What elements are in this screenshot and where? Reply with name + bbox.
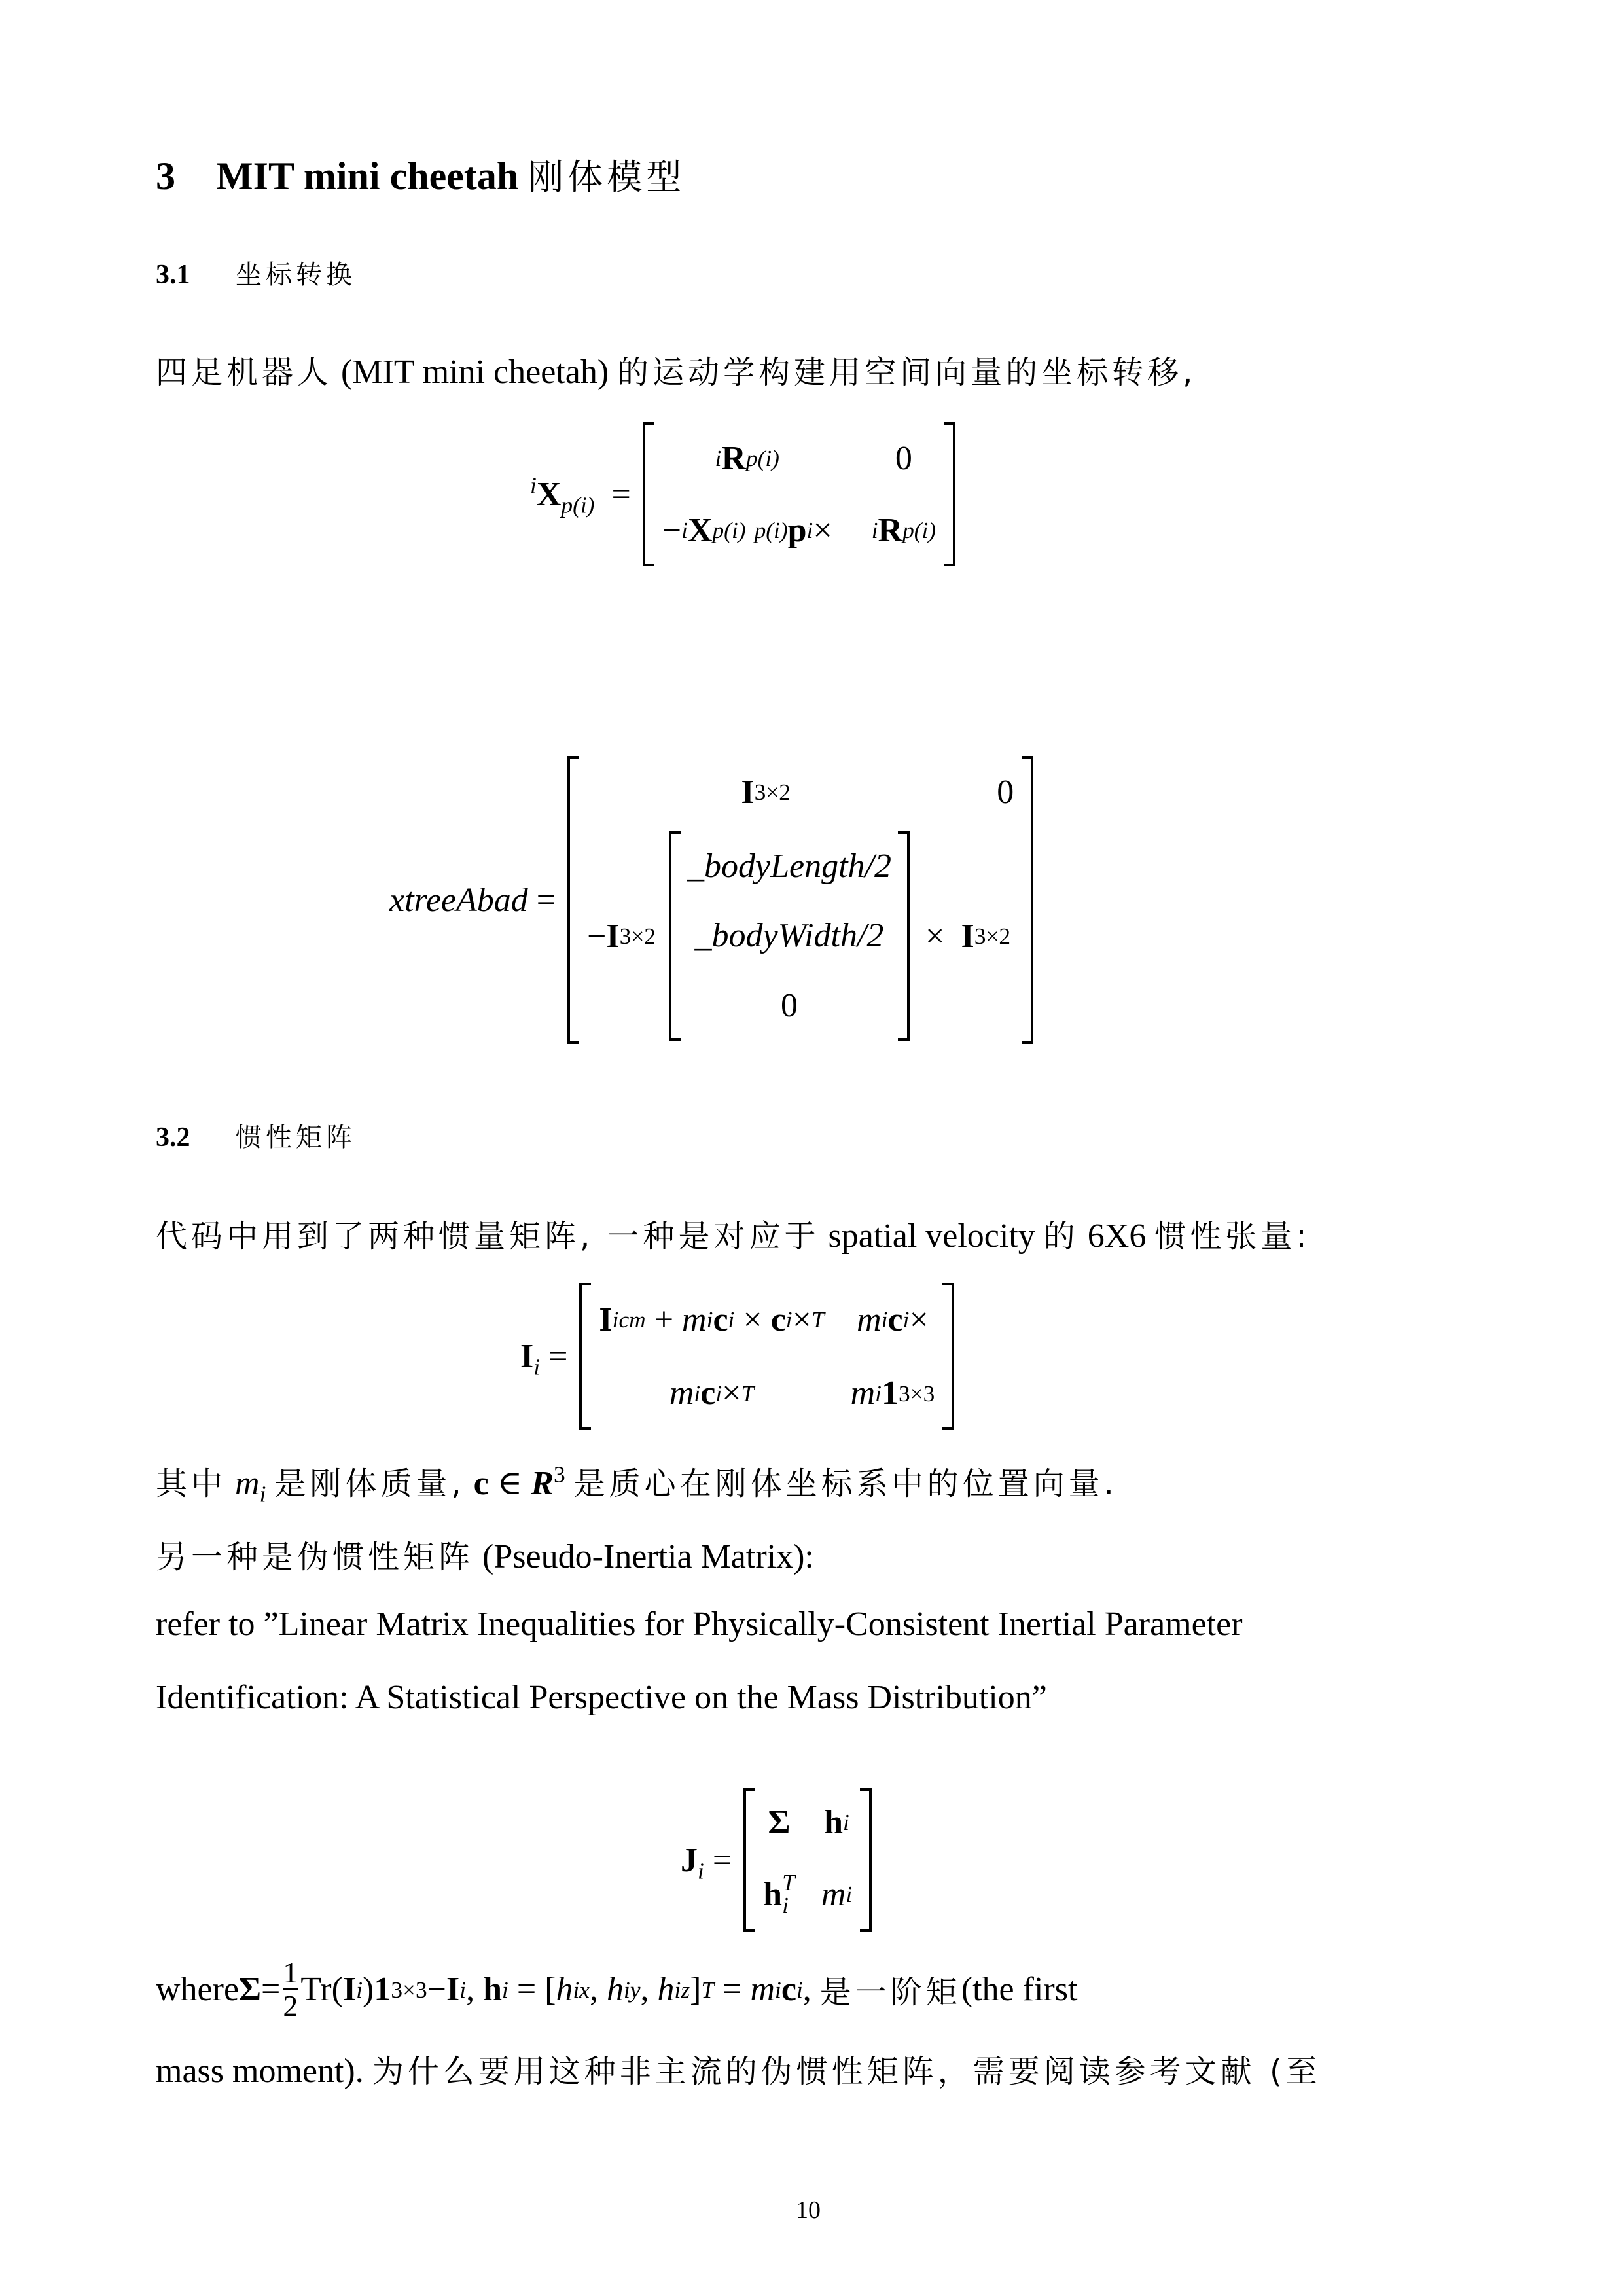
- vector-entry: _bodyWidth/2: [694, 917, 884, 955]
- subsection-title: 惯性矩阵: [236, 1122, 356, 1153]
- matrix-body: [579, 756, 1022, 1044]
- matrix-outer: [567, 756, 1033, 1044]
- matrix-cell: i R p(i): [871, 511, 936, 549]
- equation-pseudo-inertia: [681, 1788, 872, 1932]
- subsection-heading-3-1: [156, 254, 356, 291]
- matrix-cell: 0: [997, 773, 1014, 811]
- paragraph-sigma-definition: where Σ = $\frac{1}{2}$ Tr( I i ) 1 3×3 − I i , h i = [ h ix , h iy , h iz ] T = m i c i , 是一阶矩 (the first: [156, 1956, 1078, 2023]
- left-bracket: [669, 831, 681, 1041]
- left-bracket: [567, 756, 579, 1044]
- matrix-cell: − I 3×2: [587, 917, 656, 955]
- left-bracket: [579, 1283, 591, 1430]
- subsection-number: 3.1: [156, 260, 190, 290]
- inner-vector: [669, 831, 910, 1041]
- section-title-latin: MIT mini cheetah: [216, 154, 519, 198]
- matrix-2x2: [743, 1788, 872, 1932]
- right-bracket: [860, 1788, 872, 1932]
- subsection-number: 3.2: [156, 1122, 190, 1153]
- paragraph-mass-definition: 其中 $m_i$ 是刚体质量, c ∈ $R^3$ 是质心在刚体坐标系中的位置向量.: [156, 1461, 1118, 1507]
- right-bracket: [898, 831, 910, 1041]
- matrix-cell: i R p(i): [715, 439, 779, 477]
- subsection-title: 坐标转换: [236, 260, 356, 290]
- equation-lhs: $I_i$ =: [520, 1338, 568, 1380]
- equation-spatial-transform: [530, 422, 955, 566]
- matrix-body: [755, 1788, 860, 1932]
- right-bracket: [1022, 756, 1033, 1044]
- matrix-cell: Σ: [768, 1803, 791, 1841]
- section-heading: [156, 149, 685, 200]
- matrix-cell: 0: [895, 439, 912, 477]
- paragraph-pseudo-inertia: 另一种是伪惯性矩阵 (Pseudo-Inertia Matrix):: [156, 1538, 814, 1575]
- text-latin: (MIT mini cheetah): [332, 353, 618, 391]
- matrix-cell-vector-cross: [669, 828, 944, 1044]
- paragraph-sigma-continued: mass moment). 为什么要用这种非主流的伪惯性矩阵，需要阅读参考文献 (至: [156, 2053, 1321, 2090]
- matrix-2x2: [643, 422, 955, 566]
- left-bracket: [743, 1788, 755, 1932]
- equation-lhs: $^iX_{p(i)}$ =: [530, 472, 631, 518]
- matrix-cell: m i: [821, 1875, 853, 1913]
- matrix-2x2: [579, 1283, 954, 1430]
- subscript: p(i): [561, 491, 595, 518]
- cross-symbol: ×: [925, 917, 945, 955]
- equation-xtree-abad: [389, 756, 1033, 1044]
- right-bracket: [944, 422, 955, 566]
- matrix-cell: m i c i × T: [669, 1374, 755, 1412]
- reference-line-2: Identification: A Statistical Perspective on the Mass Distribution”: [156, 1679, 1047, 1716]
- matrix-cell: I 3×2: [961, 917, 1011, 955]
- paragraph-inertia-types: 代码中用到了两种惯量矩阵, 一种是对应于 spatial velocity 的 6X6 惯性张量:: [156, 1217, 1311, 1255]
- vector-body: [681, 831, 898, 1041]
- equation-lhs: $J_i$ =: [681, 1841, 732, 1884]
- page-number: 10: [796, 2197, 821, 2224]
- paragraph-kinematics: [156, 347, 1196, 392]
- matrix-cell: h i: [824, 1803, 849, 1841]
- pre-superscript: i: [530, 472, 537, 499]
- left-bracket: [643, 422, 654, 566]
- equation-lhs: xtreeAbad =: [389, 881, 556, 919]
- matrix-cell: m i 1 3×3: [850, 1374, 935, 1412]
- matrix-cell: − i X p(i) p(i) p i ×: [662, 511, 832, 549]
- text-cjk: 的运动学构建用空间向量的坐标转移,: [617, 354, 1197, 391]
- matrix-cell: h T i: [763, 1869, 795, 1919]
- matrix-cell: I 3×2: [741, 773, 791, 811]
- reference-line-1: refer to ”Linear Matrix Inequalities for Physically-Consistent Inertial Parameter: [156, 1605, 1243, 1643]
- vector-entry: _bodyLength/2: [687, 847, 891, 885]
- text-cjk: 四足机器人: [156, 354, 333, 391]
- matrix-body: [654, 422, 944, 566]
- matrix-cell: m i c i ×: [857, 1300, 929, 1338]
- subsection-heading-3-2: [156, 1117, 356, 1154]
- matrix-cell: I i cm + m i c i × c i × T: [599, 1300, 825, 1338]
- symbol-X: X: [536, 475, 562, 513]
- vector-entry: 0: [780, 987, 798, 1025]
- right-bracket: [942, 1283, 954, 1430]
- matrix-body: [591, 1283, 942, 1430]
- section-title-cjk: 刚体模型: [528, 156, 686, 198]
- equation-spatial-inertia: [520, 1283, 954, 1430]
- section-number: 3: [156, 154, 175, 198]
- fraction-one-half: $\frac{1}{2}$: [283, 1956, 298, 2023]
